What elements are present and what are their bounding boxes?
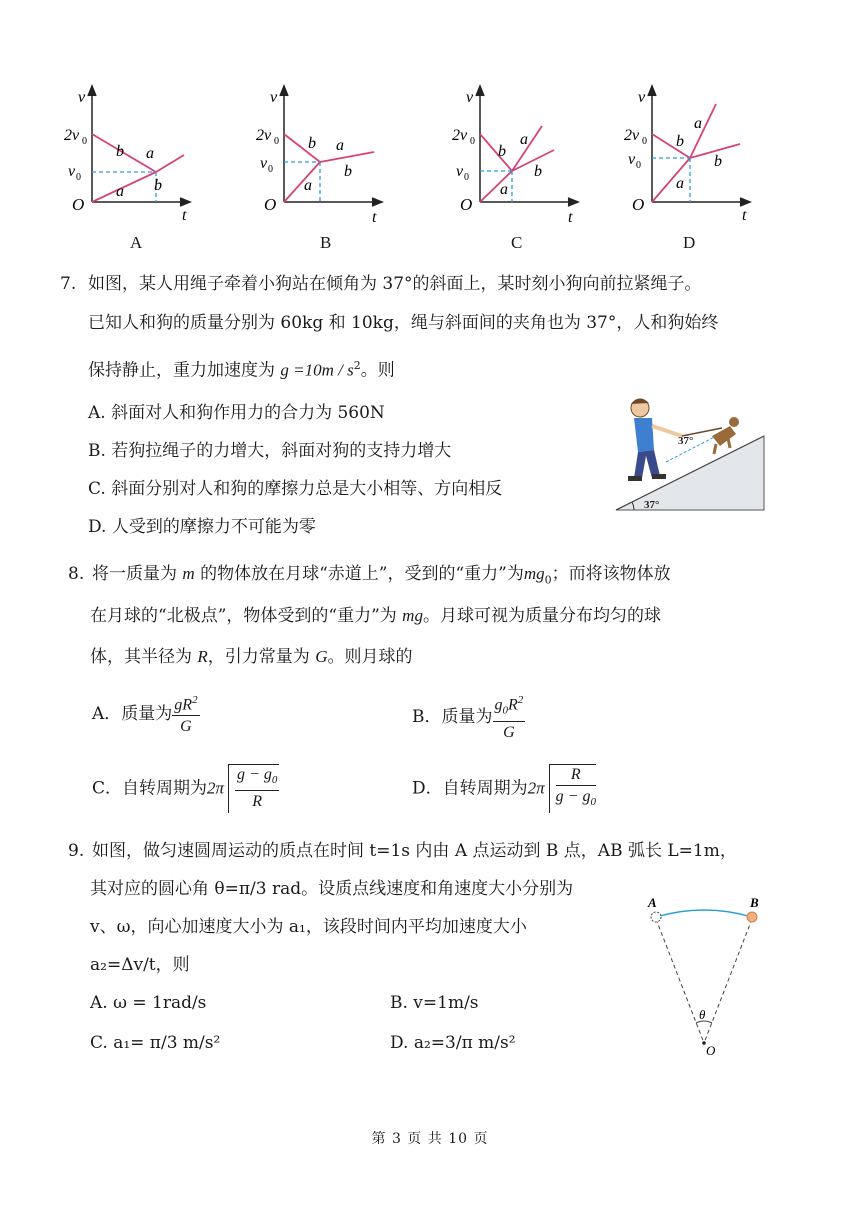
q9-fig-o: O <box>706 1043 716 1058</box>
q8-option-d: D．自转周期为2π $\frac{R}{g - g_0}$ <box>412 764 596 813</box>
graph-text-o: O <box>264 195 277 214</box>
graph-text-v0: v <box>628 151 636 168</box>
graph-text-v0: v <box>456 163 464 180</box>
q7-figure <box>612 392 770 516</box>
q7-option-d: D. 人受到的摩擦力不可能为零 <box>88 517 316 537</box>
graph-text-b: b <box>676 133 684 150</box>
q8-number: 8. <box>68 564 85 584</box>
graph-text-sub: 0 <box>268 164 273 175</box>
graph-text-b: b <box>116 143 124 160</box>
q9-line1: 如图，做匀速圆周运动的质点在时间 t=1s 内由 A 点运动到 B 点，AB 弧长 L=1m， <box>92 841 737 861</box>
q7-line3: 保持静止，重力加速度为 $g =10m / s^2$。则 <box>88 359 395 381</box>
graph-text-sub: 0 <box>464 172 469 183</box>
graph-text-v: v <box>466 89 474 106</box>
graph-text-a: a <box>336 137 344 154</box>
q8-option-b: B．质量为 $\frac{g_0R^2}{G}$ <box>412 690 525 744</box>
q8-option-a: A．质量为 $\frac{gR^2}{G}$ <box>92 690 200 738</box>
q7-line1: 如图，某人用绳子牵着小狗站在倾角为 37°的斜面上，某时刻小狗向前拉紧绳子。 <box>88 274 702 294</box>
page-footer: 第 3 页 共 10 页 <box>371 1131 489 1147</box>
graph-text-a: a <box>500 181 508 198</box>
q8-line3: 体，其半径为 R，引力常量为 G。则月球的 <box>90 647 413 667</box>
graph-text-o: O <box>72 195 85 214</box>
graph-text-a: a <box>676 175 684 192</box>
graph-text-b: b <box>714 153 722 170</box>
graph-text-sub: 0 <box>82 136 87 147</box>
graph-text-sub: 0 <box>470 136 475 147</box>
q7-fig-angle1: 37° <box>678 435 694 447</box>
q7-fig-angle2: 37° <box>644 499 660 511</box>
graph-text-sub: 0 <box>274 136 279 147</box>
graph-label-b: B <box>320 233 332 252</box>
graph-text-v0: v <box>68 163 76 180</box>
graph-text-b: b <box>534 163 542 180</box>
q7-option-c: C. 斜面分别对人和狗的摩擦力总是大小相等、方向相反 <box>88 479 503 499</box>
q7-number: 7. <box>60 274 77 294</box>
graph-b <box>250 82 440 232</box>
graph-text-b: b <box>498 143 506 160</box>
graph-text-v: v <box>270 89 278 106</box>
graph-a <box>58 82 248 232</box>
q9-fig-theta: θ <box>699 1007 706 1022</box>
q9-line3: v、ω，向心加速度大小为 a₁，该段时间内平均加速度大小 <box>90 917 527 937</box>
graph-text-v0: v <box>260 155 268 172</box>
graph-text-sub: 0 <box>76 172 81 183</box>
q8-option-c: C．自转周期为2π $\frac{g - g_0}{R}$ <box>92 764 279 813</box>
q9-option-d: D. a₂=3/π m/s² <box>390 1033 516 1053</box>
graph-text-a: a <box>520 131 528 148</box>
q9-option-a: A. ω = 1rad/s <box>90 993 207 1013</box>
graph-text-2v0: 2v <box>256 127 272 144</box>
q9-line2: 其对应的圆心角 θ=π/3 rad。设质点线速度和角速度大小分别为 <box>90 879 574 899</box>
q9-number: 9. <box>68 841 85 861</box>
q7-option-a: A. 斜面对人和狗作用力的合力为 560N <box>88 403 385 423</box>
graph-text-sub: 0 <box>642 136 647 147</box>
q9-fig-a: A <box>648 895 657 910</box>
q9-fig-b: B <box>750 895 759 910</box>
graph-text-v: v <box>78 89 86 106</box>
q9-option-c: C. a₁= π/3 m/s² <box>90 1033 221 1053</box>
q7-option-b: B. 若狗拉绳子的力增大，斜面对狗的支持力增大 <box>88 441 452 461</box>
graph-text-2v0: 2v <box>624 127 640 144</box>
q9-option-b: B. v=1m/s <box>390 993 479 1013</box>
graph-text-a: a <box>116 183 124 200</box>
graph-text-a: a <box>694 115 702 132</box>
graph-text-a: a <box>146 145 154 162</box>
graph-text-o: O <box>460 195 473 214</box>
graph-text-b: b <box>154 177 162 194</box>
graph-text-v: v <box>638 89 646 106</box>
graph-text-b: b <box>308 135 316 152</box>
q8-line1: 将一质量为 m 的物体放在月球“赤道上”，受到的“重力”为$mg_0$；而将该物体放 <box>92 564 671 587</box>
graph-text-t: t <box>742 207 747 224</box>
q9-figure <box>638 895 770 1065</box>
q8-line2: 在月球的“北极点”，物体受到的“重力”为 mg。月球可视为质量分布均匀的球 <box>90 606 661 626</box>
graph-text-sub: 0 <box>636 160 641 171</box>
graph-d <box>618 82 808 232</box>
graph-text-b: b <box>344 163 352 180</box>
graph-text-t: t <box>568 209 573 226</box>
graph-text-t: t <box>372 209 377 226</box>
graph-label-d: D <box>683 233 696 252</box>
graph-text-o: O <box>632 195 645 214</box>
graph-c <box>446 82 636 232</box>
q7-line2: 已知人和狗的质量分别为 60kg 和 10kg，绳与斜面间的夹角也为 37°，人和狗始终 <box>88 313 719 333</box>
graph-label-c: C <box>511 233 523 252</box>
graph-text-t: t <box>182 207 187 224</box>
q7-formula: g =10m / s <box>280 360 354 380</box>
graph-text-a: a <box>304 177 312 194</box>
graph-text-2v0: 2v <box>452 127 468 144</box>
graph-label-a: A <box>130 233 143 252</box>
q9-line4: a₂=Δv/t，则 <box>90 955 190 975</box>
graph-text-2v0: 2v <box>64 127 80 144</box>
